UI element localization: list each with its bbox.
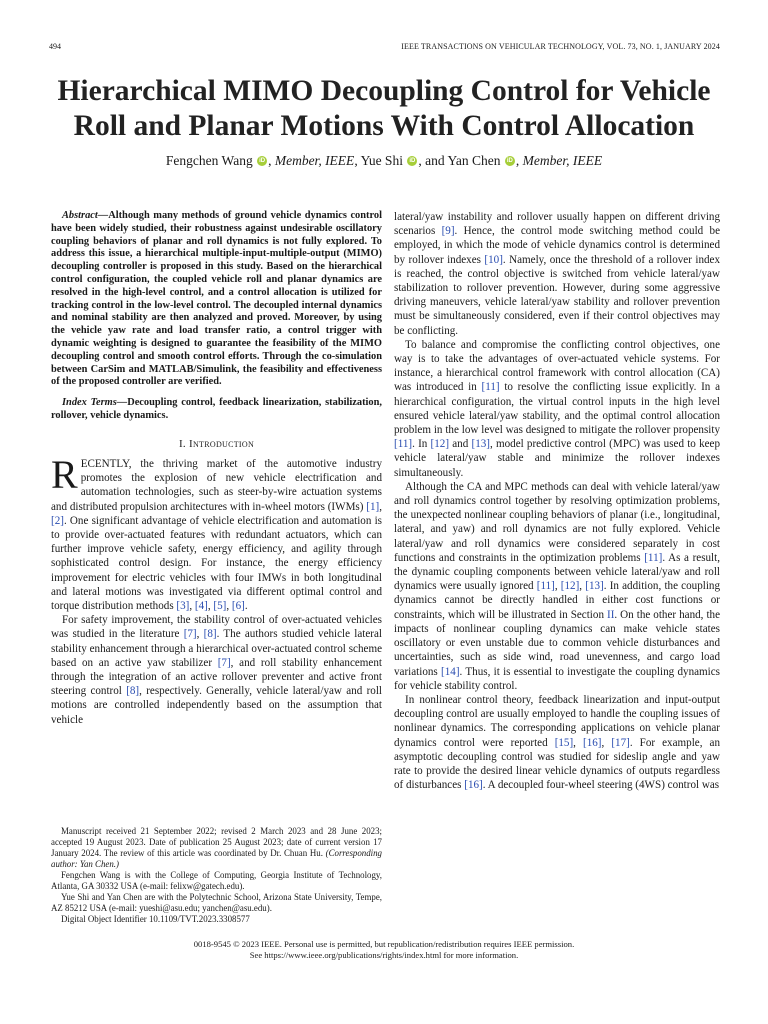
footnote (51, 826, 382, 925)
copyright-notice (30, 939, 738, 961)
citation-link[interactable]: [16] (583, 736, 602, 749)
section-heading: I. Introduction (178, 437, 255, 450)
author-line: Fengchen Wang iD , Member, IEEE, Yue Shi iD , and Yan Chen iD , Member, IEEE (165, 153, 603, 168)
author-name: Fengchen Wang (165, 153, 253, 168)
citation-link[interactable]: [2] (51, 514, 64, 527)
orcid-icon[interactable]: iD (506, 158, 513, 164)
index-terms-label: Index Terms— (62, 397, 128, 409)
author-role: Member, IEEE (274, 153, 355, 168)
copyright-line-2: See https://www.ieee.org/publications/rights/index.html for more information. (249, 950, 519, 960)
citation-link[interactable]: [8] (126, 685, 140, 698)
citation-link[interactable]: [4] (194, 599, 208, 612)
title-line-2: Roll and Planar Motions With Control Allocation (73, 110, 695, 142)
author-role: Member, IEEE (522, 153, 603, 168)
copyright-line-1: 0018-9545 © 2023 IEEE. Personal use is permitted, but republication/redistribution requires IEEE permission. (193, 939, 575, 949)
citation-link[interactable]: [7] (217, 656, 231, 669)
intro-paragraph-2: For safety improvement, the stability control of over-actuated vehicles was studied in the literature [7], [8]. The authors studied vehicle lateral stability enhancement through a hierarchical over-actuated control scheme based on an active yaw stabilizer [7], and roll stability enhancement through the integration of an active rollover preventer and active front steering control [8], respectively. Generally, vehicle lateral/yaw and roll motions are controlled independently based on the assumption that vehicle (51, 614, 383, 726)
citation-link[interactable]: [11] (644, 551, 663, 564)
citation-link[interactable]: [5] (213, 599, 227, 612)
abstract-text: Although many methods of ground vehicle dynamics control have been widely studied, their robustness against undesirable oscillatory coupling behaviors of planar and roll dynamics is not fully explored. To address this issue, a hierarchical multiple-input-multiple-output (MIMO) decoupling controller is proposed in this study. Based on the hierarchical control configuration, the coupled vehicle roll and planar dynamics are resolved in the high-level control, and a control allocation is utilized for tracking control in the low-level control. The decoupled internal dynamics and nominal stability are then analyzed and proved. Moreover, by using the vehicle yaw rate and load transfer ratio, a control trigger with dynamic weighting is designed to guarantee the feasibility of the MIMO decoupling control and smooth control efforts. Through the co-simulation between CarSim and MATLAB/Simulink, the feasibility and effectiveness of the proposed controller are verified. (51, 210, 382, 388)
index-terms (51, 397, 382, 423)
citation-link[interactable]: [11] (481, 381, 500, 394)
right-paragraph-4: In nonlinear control theory, feedback linearization and input-output decoupling control are usually employed to handle the coupling issues of nonlinear dynamics. The corresponding applications on vehicle planar dynamics control were reported [15], [16], [17]. For example, an asymptotic decoupling control was studied for sideslip angle and yaw rate to provide the desired linear vehicle dynamics of outputs regardless of disturbances [16]. A decoupled four-wheel steering (4WS) control was (394, 693, 721, 792)
citation-link[interactable]: [1] (366, 500, 380, 513)
paper-title (30, 74, 738, 144)
citation-link[interactable]: [14] (441, 665, 460, 678)
page-number: 494 (49, 42, 61, 51)
title-line-1: Hierarchical MIMO Decoupling Control for Vehicle (57, 75, 711, 107)
orcid-icon[interactable]: iD (409, 158, 416, 164)
citation-link[interactable]: [17] (611, 736, 630, 749)
journal-header: IEEE TRANSACTIONS ON VEHICULAR TECHNOLOGY, VOL. 73, NO. 1, JANUARY 2024 (401, 42, 720, 51)
citation-link[interactable]: [9] (441, 225, 455, 238)
citation-link[interactable]: [11] (536, 580, 555, 593)
right-column (394, 210, 720, 792)
abstract (51, 210, 382, 389)
footnote-manuscript: Manuscript received 21 September 2022; revised 2 March 2023 and 28 June 2023; accepted 19 August 2023. Date of publication 25 August 2023; date of current version 17 January 2024. The review of this article was coordinated by Dr. Chuan Hu. (Corresponding author: Yan Chen.) (51, 826, 382, 869)
footnote-affiliation-1: Fengchen Wang is with the College of Computing, Georgia Institute of Technology, Atlanta, GA 30332 USA (e-mail: felixw@gatech.edu). (51, 870, 382, 891)
citation-link[interactable]: [8] (203, 628, 217, 641)
left-column (51, 210, 382, 727)
section-link[interactable]: II (607, 608, 615, 621)
footnote-doi: Digital Object Identifier 10.1109/TVT.2023.3308577 (61, 914, 250, 924)
intro-paragraph-1: RECENTLY, the thriving market of the automotive industry promotes the explosion of new vehicle electrification and automation technologies, such as steer-by-wire actuation systems and distributed propulsion architectures with in-wheel motors (IWMs) [1], [2]. One significant advantage of vehicle electrification and automation is to provide over-actuated features with redundant actuators, which can further improve vehicle safety, energy efficiency, and agility through sophisticated control design. For instance, the energy efficiency improvement for electric vehicles with four IMWs in both longitudinal and lateral motions was investigated via different optimal control and torque distribution methods [3], [4], [5], [6]. (51, 451, 382, 612)
author-name: Yue Shi (360, 153, 403, 168)
citation-link[interactable]: [12] (430, 438, 450, 451)
citation-link[interactable]: [10] (484, 253, 503, 266)
drop-cap: R (51, 451, 78, 497)
citation-link[interactable]: [16] (464, 779, 483, 792)
abstract-label: Abstract— (62, 210, 109, 221)
index-terms-text: Decoupling control, feedback linearization, stabilization, rollover, vehicle dynamics. (51, 397, 382, 421)
citation-link[interactable]: [15] (554, 736, 574, 749)
right-paragraph-3: Although the CA and MPC methods can deal with vehicle lateral/yaw and roll dynamics control together by resolving optimization problems, the unexpected nonlinear coupling behaviors of planar (i.e., longitudinal, lateral, and yaw) and roll dynamics are not fully explored. Vehicle lateral/yaw and roll dynamics were considered separately in cost functions and constraints in the optimization problems [11]. As a result, the dynamic coupling components between vehicle lateral/yaw and roll dynamics were usually ignored [11], [12], [13]. In addition, the coupling dynamics cannot be directly handled in either cost functions or constraints, which will be illustrated in Section II. On the other hand, the impacts of nonlinear coupling dynamics can make vehicle states oscillatory or even unstable due to common vehicle disturbances and uncertainties, such as side wind, road unevenness, and cargo load variations [14]. Thus, it is essential to investigate the coupling dynamics for vehicle stability control. (394, 480, 720, 692)
citation-link[interactable]: [3] (176, 599, 190, 612)
footnote-affiliation-2: Yue Shi and Yan Chen are with the Polytechnic School, Arizona State University, Tempe, AZ 85212 USA (e-mail: yueshi@asu.edu; yanchen@asu.edu). (51, 892, 382, 913)
author-name: Yan Chen (447, 153, 501, 168)
citation-link[interactable]: [6] (231, 599, 245, 612)
citation-link[interactable]: [7] (183, 628, 197, 641)
right-paragraph-1: lateral/yaw instability and rollover usually happen on different driving scenarios [9]. Hence, the control mode switching method could be employed, in which the mode of vehicle dynamics control is determined by rollover indexes [10]. Namely, once the threshold of a rollover index is reached, the control objective is switched from vehicle lateral/yaw stabilization to rollover prevention. However, during some aggressive driving maneuvers, vehicle lateral/yaw stability and rollover prevention must be simultaneously considered, even if their control objectives may be conflicting. (394, 211, 721, 337)
citation-link[interactable]: [11] (394, 438, 413, 451)
citation-link[interactable]: [13] (471, 438, 490, 451)
citation-link[interactable]: [12] (560, 580, 580, 593)
citation-link[interactable]: [13] (585, 580, 604, 593)
right-paragraph-2: To balance and compromise the conflicting control objectives, one way is to take the advantages of over-actuated vehicle systems. For instance, a hierarchical control framework with control allocation (CA) was introduced in [11] to resolve the conflicting issue explicitly. In a hierarchical configuration, the virtual control inputs in the high level ensured vehicle lateral/yaw stability, and the optimal control allocation problem in the low level was designed to mitigate the rollover propensity [11]. In [12] and [13], model predictive control (MPC) was used to keep vehicle lateral/yaw stable and minimize the rollover indexes simultaneously. (394, 338, 721, 479)
orcid-icon[interactable]: iD (259, 158, 266, 164)
